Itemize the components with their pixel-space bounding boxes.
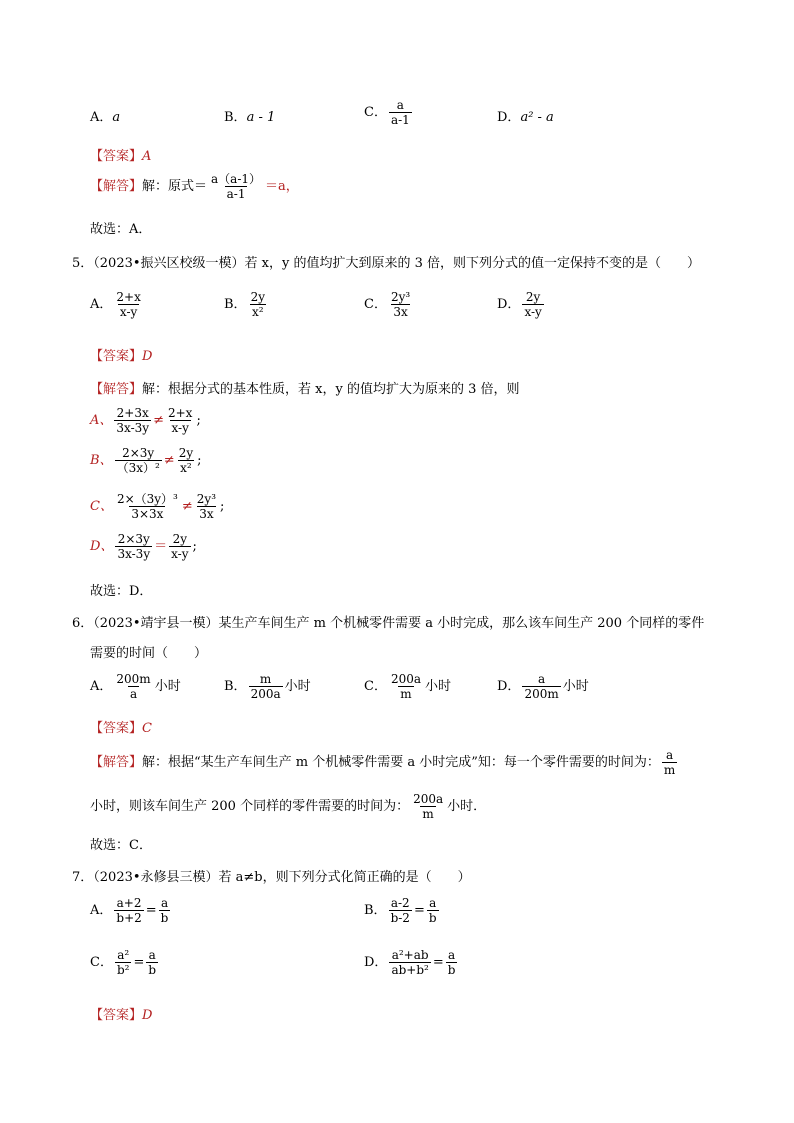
- q6-answer: [90, 717, 152, 736]
- option-left-fraction: [389, 948, 430, 977]
- option-left-fraction: [115, 948, 132, 977]
- option-content: a² - a: [520, 110, 554, 125]
- step-left-fraction: [115, 492, 180, 521]
- solution-tag: 【解答】: [90, 382, 143, 397]
- q7-option-b: B． $\frac{a-2}{b-2}$ = $\frac{a}{b}$: [364, 896, 437, 925]
- q5-option-d: [497, 290, 546, 319]
- fraction-numerator: 2+3x: [116, 406, 149, 420]
- option-fraction: [389, 98, 412, 127]
- option-unit: 小时: [154, 679, 181, 694]
- step-operator: ≠: [153, 413, 164, 428]
- fraction-numerator: a: [396, 98, 404, 112]
- answer-tag: 【答案】: [90, 721, 143, 736]
- q5-stem: [72, 252, 700, 271]
- q6-solution-line2: [90, 792, 486, 821]
- q6-choose: [90, 834, 152, 853]
- option-label: C．: [364, 679, 387, 694]
- fraction-denominator: b: [447, 963, 456, 977]
- choose-text: 故选：A．: [90, 222, 152, 237]
- q7-option-a: A． $\frac{a+2}{b+2}$ = $\frac{a}{b}$: [90, 896, 169, 925]
- fraction-denominator: m: [422, 807, 434, 821]
- fraction-numerator: 2y³: [390, 290, 411, 304]
- fraction-denominator: x²: [180, 461, 192, 475]
- option-label: D．: [497, 297, 521, 312]
- q4-option-b: [224, 106, 275, 125]
- option-label: B．: [224, 297, 247, 312]
- step-right-fraction: [195, 492, 218, 521]
- answer-tag: 【答案】: [90, 149, 143, 164]
- option-fraction: [114, 290, 142, 319]
- step-operator: ≠: [163, 453, 175, 468]
- question-stem: 6．（2023•靖宇县一模）某生产车间生产 m 个机械零件需要 a 小时完成，那么该车间生产 200 个同样的零件: [72, 616, 705, 631]
- step-label: A、: [90, 413, 113, 428]
- solution-text: 小时．: [447, 799, 487, 814]
- q5-option-c: [364, 290, 414, 319]
- fraction-denominator: m: [663, 763, 676, 777]
- fraction-denominator: 3x: [393, 305, 408, 319]
- fraction-denominator: b²: [116, 963, 130, 977]
- fraction-denominator: a-1: [226, 187, 246, 201]
- step-right-fraction: [166, 406, 194, 435]
- q5-step-a: A、 $\frac{2+3x}{3x-3y}$ ≠ $\frac{2+x}{x-y}$ ;: [90, 406, 201, 435]
- solution-suffix: ＝a，: [265, 179, 299, 194]
- solution-text: 解：根据“某生产车间生产 m 个机械零件需要 a 小时完成”知：每一个零件需要的时间为：: [142, 755, 660, 770]
- fraction-numerator: a-2: [390, 896, 410, 910]
- answer-value: A: [142, 149, 152, 164]
- q7-stem: [72, 866, 471, 885]
- option-left-fraction: [114, 896, 143, 925]
- option-label: B．: [224, 110, 247, 125]
- question-stem: 7．（2023•永修县三模）若 a≠b，则下列分式化简正确的是（ ）: [72, 870, 471, 885]
- option-fraction: [389, 290, 412, 319]
- option-label: B．: [364, 903, 387, 918]
- q7-option-d: D． $\frac{\text{a²+ab}}{\text{ab+b²}}$ = $\frac{a}{b}$: [364, 948, 456, 977]
- q4-option-d: [497, 106, 554, 125]
- step-label: B、: [90, 453, 113, 468]
- fraction-numerator: 2y: [525, 290, 541, 304]
- q5-solution: [90, 378, 520, 397]
- fraction-denominator: a-1: [390, 113, 410, 127]
- q4-answer: [90, 145, 151, 164]
- fraction-numerator: a²: [117, 948, 130, 962]
- option-left-fraction: [389, 896, 412, 925]
- solution-fraction: [209, 172, 263, 201]
- q4-choose: [90, 218, 151, 237]
- q4-option-a: [90, 106, 120, 125]
- fraction-denominator: 200m: [524, 687, 559, 701]
- fraction-denominator: b-2: [390, 911, 410, 925]
- fraction-numerator: 2y: [172, 532, 188, 546]
- option-content: a - 1: [246, 110, 276, 125]
- option-fraction: [522, 290, 543, 319]
- fraction-denominator: x²: [251, 305, 264, 319]
- fraction-denominator: 200a: [250, 687, 281, 701]
- option-fraction: [389, 672, 423, 701]
- option-label: C．: [90, 955, 113, 970]
- option-fraction: [522, 672, 560, 701]
- option-fraction: [249, 672, 283, 701]
- fraction-denominator: b: [148, 963, 157, 977]
- q6-option-d: [497, 672, 589, 701]
- step-operator: ≠: [181, 499, 193, 514]
- option-label: A．: [90, 297, 113, 312]
- option-label: A．: [90, 110, 113, 125]
- fraction-denominator: ab+b²: [391, 963, 429, 977]
- q7-option-c: C． $\frac{\text{a²}}{\text{b²}}$ = $\frac{a}{b}$: [90, 948, 157, 977]
- fraction-denominator: b: [428, 911, 437, 925]
- q6-solution-line1: [90, 748, 679, 777]
- step-right-fraction: [169, 532, 190, 561]
- q5-step-b: B、 $\frac{2\times 3y}{\text{（3x）²}}$ ≠ $\frac{2y}{\text{x²}}$ ;: [90, 446, 202, 475]
- solution-text: 解：根据分式的基本性质，若 x，y 的值均扩大为原来的 3 倍，则: [142, 382, 520, 397]
- step-left-fraction: [115, 446, 162, 475]
- fraction-denominator: b: [160, 911, 169, 925]
- fraction-numerator: 2y: [250, 290, 265, 304]
- step-left-fraction: [114, 406, 151, 435]
- fraction-numerator: a²+ab: [391, 948, 429, 962]
- fraction-numerator: a: [148, 948, 156, 962]
- option-unit: 小时: [284, 679, 311, 694]
- option-fraction: [249, 290, 267, 319]
- fraction-denominator: m: [400, 687, 412, 701]
- fraction-numerator: 2+x: [167, 406, 193, 420]
- answer-value: D: [142, 349, 153, 364]
- fraction-denominator: 3×3x: [131, 507, 164, 521]
- option-right-fraction: [446, 948, 458, 977]
- q6-option-b: [224, 672, 311, 701]
- fraction-numerator: 2×3y: [122, 446, 155, 460]
- solution-tag: 【解答】: [90, 179, 143, 194]
- option-label: D．: [364, 955, 388, 970]
- option-label: B．: [224, 679, 247, 694]
- solution-prefix: 解：原式＝: [142, 179, 208, 194]
- solution-fraction: [662, 748, 677, 777]
- q6-option-a: [90, 672, 181, 701]
- fraction-denominator: a: [129, 687, 138, 701]
- fraction-numerator: 2×（3y）³: [116, 492, 178, 506]
- q7-answer: [90, 1004, 152, 1023]
- option-label: D．: [497, 110, 521, 125]
- fraction-denominator: x-y: [171, 547, 189, 561]
- option-unit: 小时: [562, 679, 589, 694]
- step-operator: ＝: [154, 539, 168, 554]
- fraction-denominator: （3x）²: [116, 461, 160, 475]
- q4-option-c: [364, 98, 414, 127]
- option-label: C．: [364, 105, 387, 120]
- fraction-numerator: a（a-1）: [211, 172, 262, 186]
- fraction-numerator: 2+x: [116, 290, 141, 304]
- fraction-numerator: a: [538, 672, 546, 686]
- option-fraction: [114, 672, 152, 701]
- q6-option-c: [364, 672, 451, 701]
- q5-step-c: C、 $\frac{\text{2×（3y）³}}{3\times 3x}$ ≠ $\frac{\text{2y³}}{3x}$ ;: [90, 492, 225, 521]
- option-label: A．: [90, 903, 113, 918]
- option-right-fraction: [427, 896, 439, 925]
- fraction-denominator: 3x: [199, 507, 214, 521]
- option-content: a: [112, 110, 121, 125]
- answer-tag: 【答案】: [90, 1008, 143, 1023]
- fraction-numerator: a: [429, 896, 437, 910]
- q5-option-a: [90, 290, 145, 319]
- answer-tag: 【答案】: [90, 349, 143, 364]
- choose-text: 故选：C．: [90, 838, 152, 853]
- q5-answer: [90, 345, 152, 364]
- fraction-numerator: a: [160, 896, 169, 910]
- q5-choose: [90, 580, 152, 599]
- question-stem: 5．（2023•振兴区校级一模）若 x，y 的值均扩大到原来的 3 倍，则下列分式的值一定保持不变的是（ ）: [72, 256, 700, 271]
- fraction-numerator: 200a: [390, 672, 422, 686]
- step-label: C、: [90, 499, 113, 514]
- fraction-denominator: x-y: [171, 421, 189, 435]
- q5-step-d: D、 $\frac{2\times 3y}{3x-3y}$ ＝ $\frac{2y}{x-y}$ ;: [90, 532, 197, 561]
- option-label: C．: [364, 297, 387, 312]
- fraction-numerator: m: [259, 672, 272, 686]
- q6-stem-line2: [90, 642, 207, 661]
- fraction-numerator: 2y³: [196, 492, 217, 506]
- fraction-numerator: 2×3y: [117, 532, 150, 546]
- fraction-numerator: 200a: [413, 792, 444, 806]
- question-stem: 需要的时间（ ）: [90, 646, 208, 661]
- step-label: D、: [90, 539, 114, 554]
- solution-text: 小时，则该车间生产 200 个同样的零件需要的时间为：: [90, 799, 410, 814]
- answer-value: D: [142, 1008, 153, 1023]
- q6-stem-line1: [72, 612, 704, 631]
- q4-solution: [90, 172, 299, 201]
- step-left-fraction: [115, 532, 152, 561]
- fraction-denominator: 3x-3y: [116, 421, 150, 435]
- fraction-denominator: 3x-3y: [117, 547, 151, 561]
- option-label: A．: [90, 679, 113, 694]
- fraction-numerator: a: [666, 748, 674, 762]
- fraction-numerator: 200m: [116, 672, 151, 686]
- choose-text: 故选：D．: [90, 584, 153, 599]
- fraction-numerator: a: [448, 948, 456, 962]
- fraction-denominator: x-y: [524, 305, 542, 319]
- fraction-numerator: a+2: [116, 896, 142, 910]
- fraction-denominator: x-y: [119, 305, 138, 319]
- option-right-fraction: [146, 948, 158, 977]
- step-right-fraction: [177, 446, 195, 475]
- option-label: D．: [497, 679, 521, 694]
- fraction-denominator: b+2: [116, 911, 142, 925]
- solution-fraction: [411, 792, 445, 821]
- answer-value: C: [142, 721, 152, 736]
- solution-tag: 【解答】: [90, 755, 143, 770]
- option-unit: 小时: [425, 679, 452, 694]
- option-right-fraction: [159, 896, 171, 925]
- fraction-numerator: 2y: [178, 446, 194, 460]
- q5-option-b: [224, 290, 269, 319]
